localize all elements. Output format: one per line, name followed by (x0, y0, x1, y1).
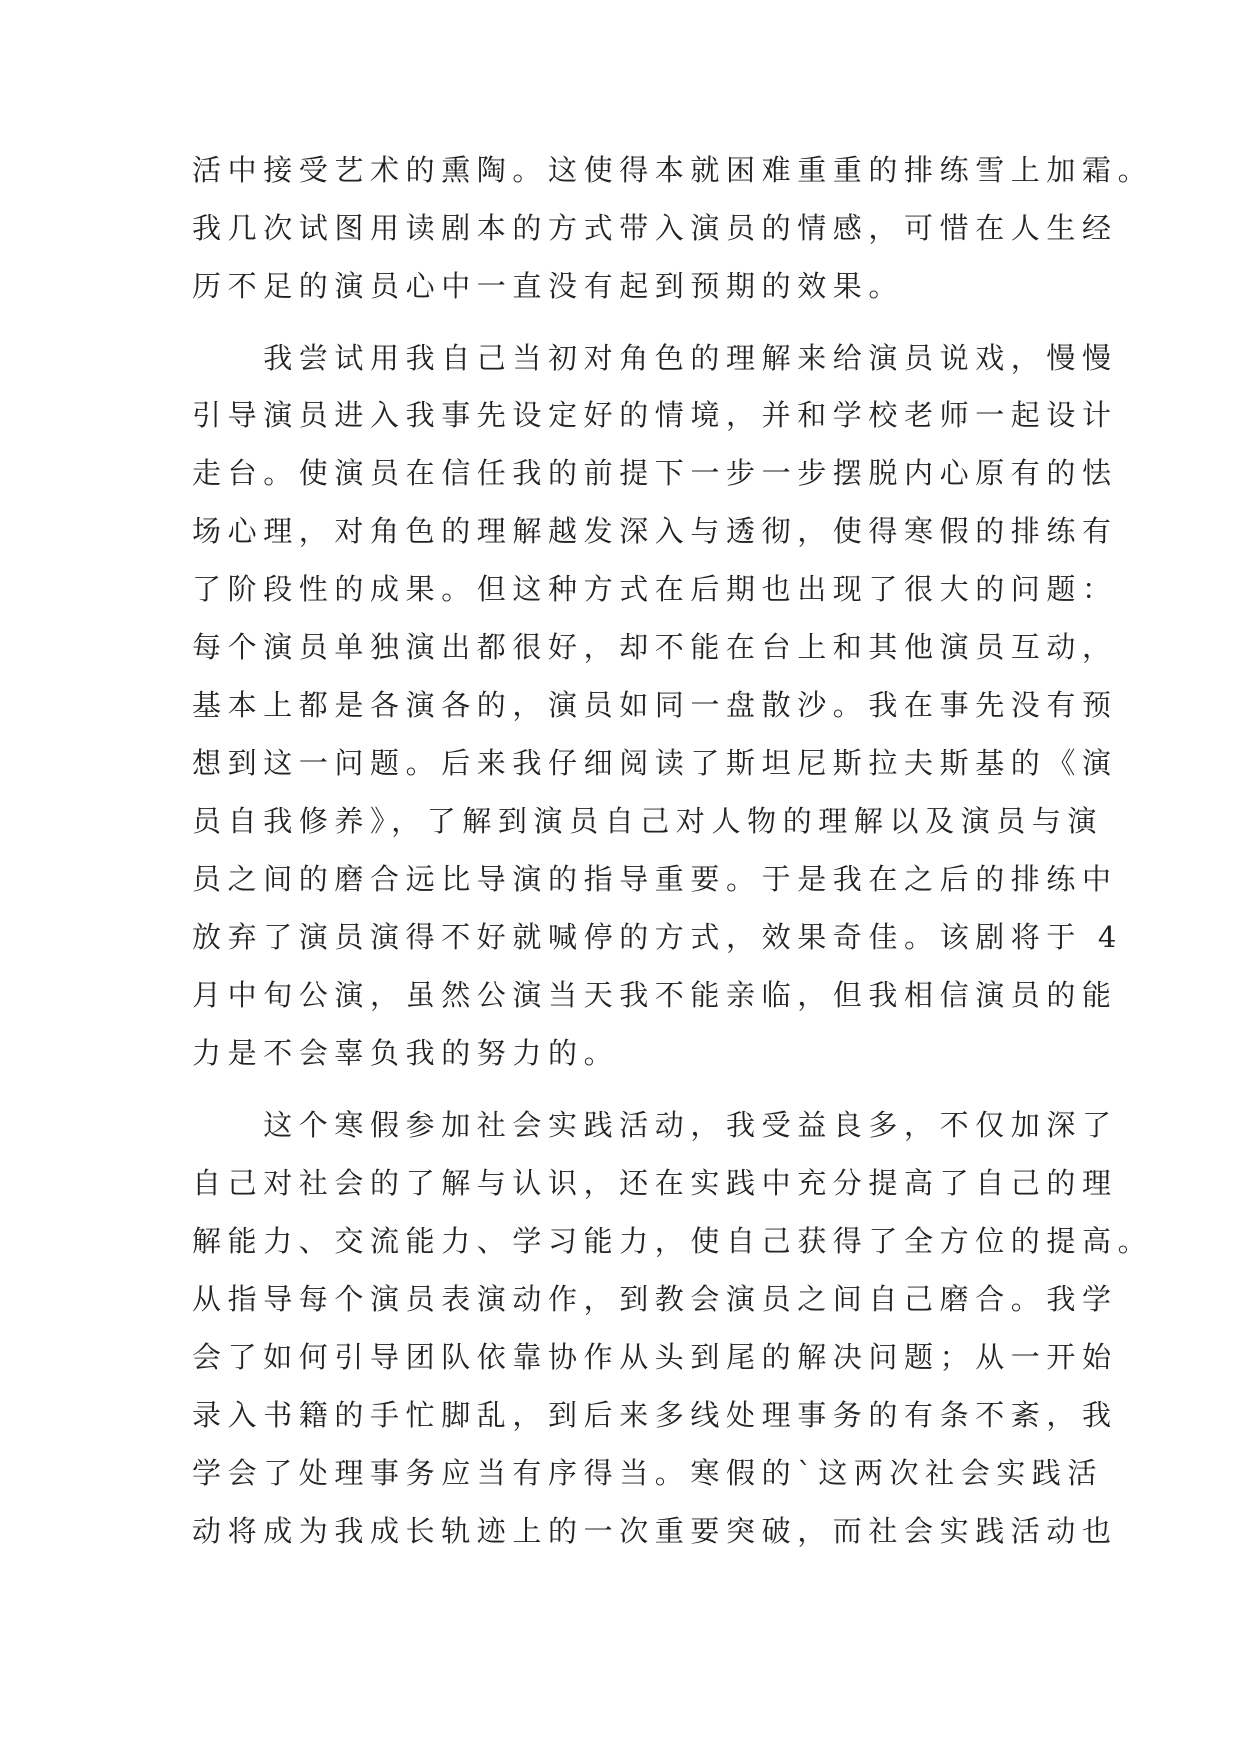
text-line: 动将成为我成长轨迹上的一次重要突破，而社会实践活动也 (192, 1514, 1118, 1548)
text-line: 历不足的演员心中一直没有起到预期的效果。 (192, 269, 905, 303)
text-line: 想到这一问题。后来我仔细阅读了斯坦尼斯拉夫斯基的《演 (192, 746, 1118, 780)
text-line: 这个寒假参加社会实践活动，我受益良多，不仅加深了 (192, 1108, 1118, 1142)
text-line: 走台。使演员在信任我的前提下一步一步摆脱内心原有的怯 (192, 456, 1118, 490)
text-line: 场心理，对角色的理解越发深入与透彻，使得寒假的排练有 (192, 514, 1118, 548)
text-line: 我尝试用我自己当初对角色的理解来给演员说戏，慢慢 (192, 341, 1118, 375)
text-line: 引导演员进入我事先设定好的情境，并和学校老师一起设计 (192, 398, 1118, 432)
text-line: 员自我修养》，了解到演员自己对人物的理解以及演员与演 (192, 804, 1104, 838)
text-line: 从指导每个演员表演动作，到教会演员之间自己磨合。我学 (192, 1282, 1118, 1316)
text-line: 员之间的磨合远比导演的指导重要。于是我在之后的排练中 (192, 862, 1118, 896)
text-line: 了阶段性的成果。但这种方式在后期也出现了很大的问题： (192, 572, 1118, 606)
text-line: 解能力、交流能力、学习能力，使自己获得了全方位的提高。 (192, 1224, 1154, 1258)
text-line: 我几次试图用读剧本的方式带入演员的情感，可惜在人生经 (192, 211, 1118, 245)
text-line: 月中旬公演，虽然公演当天我不能亲临，但我相信演员的能 (192, 978, 1118, 1012)
text-line: 放弃了演员演得不好就喊停的方式，效果奇佳。该剧将于 4 (192, 920, 1123, 954)
text-line: 力是不会辜负我的努力的。 (192, 1036, 620, 1070)
text-line: 活中接受艺术的熏陶。这使得本就困难重重的排练雪上加霜。 (192, 153, 1154, 187)
text-line: 基本上都是各演各的，演员如同一盘散沙。我在事先没有预 (192, 688, 1118, 722)
text-line: 每个演员单独演出都很好，却不能在台上和其他演员互动， (192, 630, 1118, 664)
text-line: 会了如何引导团队依靠协作从头到尾的解决问题；从一开始 (192, 1340, 1118, 1374)
text-line: 学会了处理事务应当有序得当。寒假的`这两次社会实践活 (192, 1456, 1104, 1490)
text-line: 录入书籍的手忙脚乱，到后来多线处理事务的有条不紊，我 (192, 1398, 1118, 1432)
text-line: 自己对社会的了解与认识，还在实践中充分提高了自己的理 (192, 1166, 1118, 1200)
